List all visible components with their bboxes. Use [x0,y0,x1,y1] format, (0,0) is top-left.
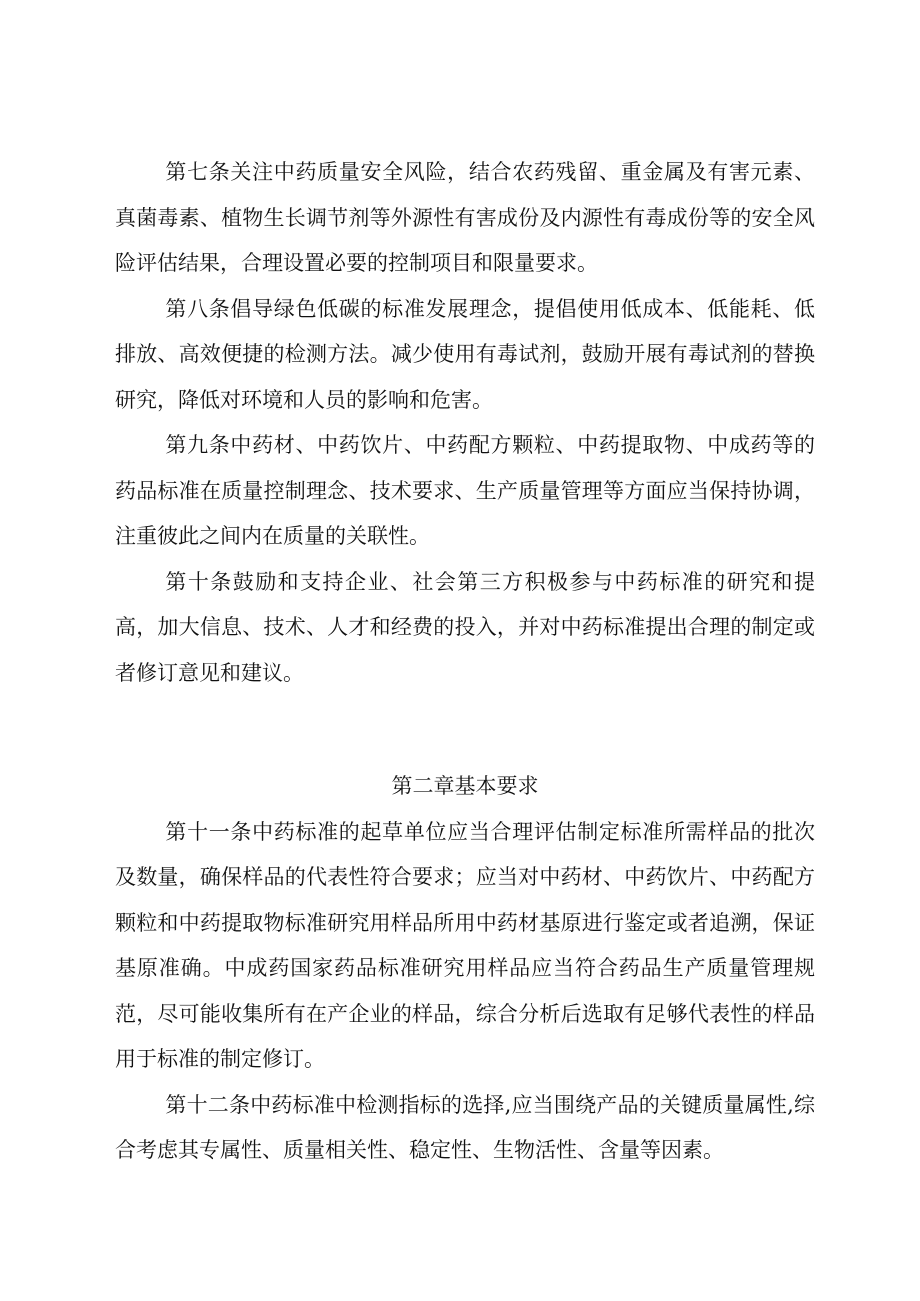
article-9-paragraph: 第九条中药材、中药饮片、中药配方颗粒、中药提取物、中成药等的药品标准在质量控制理念、技术要求、生产质量管理等方面应当保持协调，注重彼此之间内在质量的关联性。 [115,433,815,548]
article-12-paragraph: 第十二条中药标准中检测指标的选择,应当围绕产品的关键质量属性,综合考虑其专属性、质量相关性、稳定性、生物活性、含量等因素。 [115,1092,815,1162]
document-body [115,150,815,1174]
article-10-paragraph: 第十条鼓励和支持企业、社会第三方积极参与中药标准的研究和提高，加大信息、技术、人才和经费的投入，并对中药标准提出合理的制定或者修订意见和建议。 [115,569,815,685]
article-8-paragraph: 第八条倡导绿色低碳的标准发展理念，提倡使用低成本、低能耗、低排放、高效便捷的检测方法。减少使用有毒试剂，鼓励开展有毒试剂的替换研究，降低对环境和人员的影响和危害。 [115,296,815,412]
article-11-paragraph: 第十一条中药标准的起草单位应当合理评估制定标准所需样品的批次及数量，确保样品的代表性符合要求；应当对中药材、中药饮片、中药配方颗粒和中药提取物标准研究用样品所用中药材基原进行鉴定或者追溯，保证基原准确。中成药国家药品标准研究用样品应当符合药品生产质量管理规范，尽可能收集所有在产企业的样品，综合分析后选取有足够代表性的样品用于标准的制定修订。 [115,819,815,1071]
chapter-title: 第二章基本要求 [391,774,539,798]
article-7-paragraph: 第七条关注中药质量安全风险，结合农药残留、重金属及有害元素、真菌毒素、植物生长调节剂等外源性有害成份及内源性有毒成份等的安全风险评估结果，合理设置必要的控制项目和限量要求。 [115,160,815,275]
